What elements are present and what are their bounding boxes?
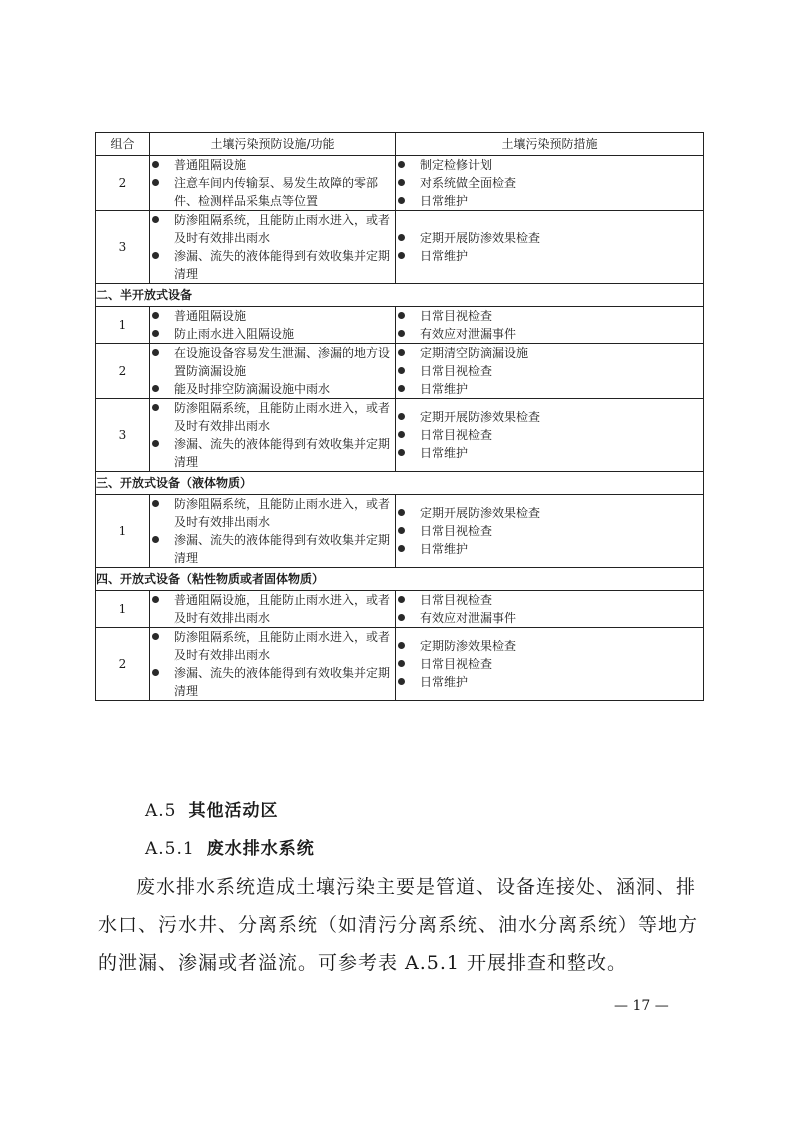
measures-table (95, 132, 704, 701)
body-paragraph: 废水排水系统造成土壤污染主要是管道、设备连接处、涵洞、排水口、污水井、分离系统（如清污分离系统、油水分离系统）等地方的泄漏、渗漏或者溢流。可参考表 A.5.1 开展排查和整改。 (98, 876, 699, 974)
bullet-item: 日常目视检查 (396, 522, 703, 540)
section-heading-a5 (145, 796, 279, 821)
bullet-item: 日常目视检查 (396, 655, 703, 673)
bullet-item: 日常维护 (396, 380, 703, 398)
header-measures: 土壤污染预防措施 (396, 133, 704, 156)
measures-list (396, 229, 703, 265)
section-heading-a51 (145, 834, 315, 859)
section-title: 三、开放式设备（液体物质） (96, 472, 704, 495)
measures-cell (396, 344, 704, 399)
measures-cell (396, 495, 704, 568)
measures-list (396, 408, 703, 462)
bullet-item: 防渗阻隔系统，且能防止雨水进入，或者及时有效排出雨水 (150, 211, 395, 247)
measures-cell (396, 591, 704, 628)
heading-number: A.5.1 (145, 839, 195, 859)
section-row (96, 284, 704, 307)
measures-list (396, 307, 703, 343)
bullet-item: 渗漏、流失的液体能得到有效收集并定期清理 (150, 531, 395, 567)
bullet-item: 有效应对泄漏事件 (396, 609, 703, 627)
bullet-item: 普通阻隔设施 (150, 156, 395, 174)
bullet-item: 日常维护 (396, 444, 703, 462)
bullet-item: 日常目视检查 (396, 591, 703, 609)
page-number: — 17 — (614, 998, 669, 1014)
heading-number: A.5 (145, 801, 177, 821)
header-combination: 组合 (96, 133, 150, 156)
bullet-item: 有效应对泄漏事件 (396, 325, 703, 343)
bullet-item: 定期开展防渗效果检查 (396, 504, 703, 522)
row-number: 2 (96, 344, 150, 399)
bullet-item: 制定检修计划 (396, 156, 703, 174)
facilities-cell (150, 307, 396, 344)
table-header-row (96, 133, 704, 156)
bullet-item: 能及时排空防滴漏设施中雨水 (150, 380, 395, 398)
facilities-cell (150, 211, 396, 284)
bullet-item: 定期开展防渗效果检查 (396, 408, 703, 426)
facilities-list (150, 156, 395, 210)
facilities-cell (150, 399, 396, 472)
bullet-item: 普通阻隔设施，且能防止雨水进入，或者及时有效排出雨水 (150, 591, 395, 627)
heading-text: 废水排水系统 (206, 839, 315, 859)
facilities-cell (150, 628, 396, 701)
row-number: 2 (96, 156, 150, 211)
section-row (96, 568, 704, 591)
bullet-item: 普通阻隔设施 (150, 307, 395, 325)
bullet-item: 渗漏、流失的液体能得到有效收集并定期清理 (150, 247, 395, 283)
facilities-cell (150, 156, 396, 211)
row-number: 1 (96, 307, 150, 344)
facilities-cell (150, 344, 396, 399)
facilities-list (150, 344, 395, 398)
row-number: 1 (96, 495, 150, 568)
bullet-item: 日常目视检查 (396, 307, 703, 325)
section-row (96, 472, 704, 495)
table-body (96, 156, 704, 701)
bullet-item: 日常维护 (396, 673, 703, 691)
measures-list (396, 156, 703, 210)
header-facilities: 土壤污染预防设施/功能 (150, 133, 396, 156)
measures-cell (396, 628, 704, 701)
measures-cell (396, 399, 704, 472)
bullet-item: 日常维护 (396, 247, 703, 265)
table-row (96, 211, 704, 284)
bullet-item: 防止雨水进入阻隔设施 (150, 325, 395, 343)
table-row (96, 399, 704, 472)
section-title: 二、半开放式设备 (96, 284, 704, 307)
measures-cell (396, 307, 704, 344)
facilities-list (150, 591, 395, 627)
bullet-item: 渗漏、流失的液体能得到有效收集并定期清理 (150, 664, 395, 700)
table-row (96, 591, 704, 628)
bullet-item: 防渗阻隔系统，且能防止雨水进入，或者及时有效排出雨水 (150, 399, 395, 435)
table-row (96, 307, 704, 344)
bullet-item: 对系统做全面检查 (396, 174, 703, 192)
facilities-cell (150, 495, 396, 568)
bullet-item: 注意车间内传输泵、易发生故障的零部件、检测样品采集点等位置 (150, 174, 395, 210)
measures-list (396, 504, 703, 558)
bullet-item: 在设施设备容易发生泄漏、渗漏的地方设置防滴漏设施 (150, 344, 395, 380)
row-number: 2 (96, 628, 150, 701)
bullet-item: 定期清空防滴漏设施 (396, 344, 703, 362)
facilities-list (150, 307, 395, 343)
facilities-list (150, 211, 395, 283)
measures-list (396, 591, 703, 627)
bullet-item: 日常维护 (396, 540, 703, 558)
bullet-item: 定期开展防渗效果检查 (396, 229, 703, 247)
bullet-item: 防渗阻隔系统，且能防止雨水进入，或者及时有效排出雨水 (150, 628, 395, 664)
measures-cell (396, 211, 704, 284)
facilities-list (150, 495, 395, 567)
measures-list (396, 637, 703, 691)
bullet-item: 定期防渗效果检查 (396, 637, 703, 655)
table-row (96, 156, 704, 211)
bullet-item: 渗漏、流失的液体能得到有效收集并定期清理 (150, 435, 395, 471)
bullet-item: 防渗阻隔系统，且能防止雨水进入，或者及时有效排出雨水 (150, 495, 395, 531)
facilities-cell (150, 591, 396, 628)
bullet-item: 日常目视检查 (396, 362, 703, 380)
table-row (96, 628, 704, 701)
facilities-list (150, 628, 395, 700)
row-number: 3 (96, 399, 150, 472)
bullet-item: 日常目视检查 (396, 426, 703, 444)
row-number: 3 (96, 211, 150, 284)
bullet-item: 日常维护 (396, 192, 703, 210)
table-row (96, 495, 704, 568)
facilities-list (150, 399, 395, 471)
measures-list (396, 344, 703, 398)
row-number: 1 (96, 591, 150, 628)
section-title: 四、开放式设备（粘性物质或者固体物质） (96, 568, 704, 591)
heading-text: 其他活动区 (188, 801, 279, 821)
measures-cell (396, 156, 704, 211)
table-row (96, 344, 704, 399)
